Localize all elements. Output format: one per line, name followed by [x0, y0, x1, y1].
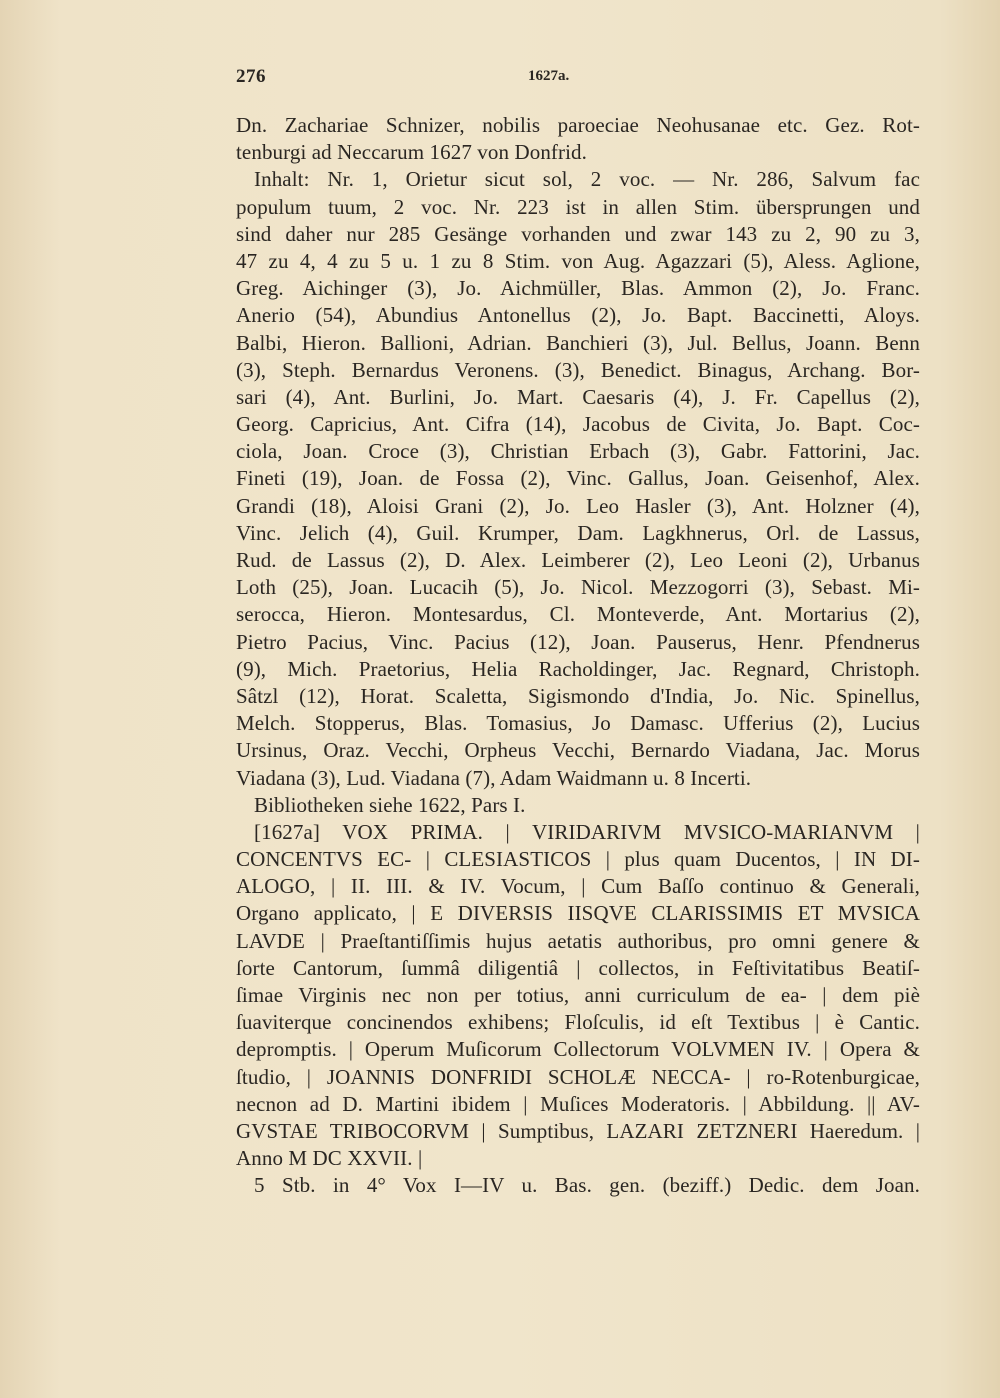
text-line: depromptis. | Operum Muſicorum Collectorum VOLVMEN IV. | Opera & — [236, 1037, 920, 1062]
text-line: ALOGO, | II. III. & IV. Vocum, | Cum Baſſo continuo & Generali, — [236, 874, 920, 899]
text-line: Fineti (19), Joan. de Fossa (2), Vinc. Gallus, Joan. Geisenhof, Alex. — [236, 466, 920, 491]
text-line: serocca, Hieron. Montesardus, Cl. Monteverde, Ant. Mortarius (2), — [236, 602, 920, 627]
text-line: 5 Stb. in 4° Vox I—IV u. Bas. gen. (beziff.) Dedic. dem Joan. — [254, 1173, 920, 1198]
text-line: Melch. Stopperus, Blas. Tomasius, Jo Damasc. Ufferius (2), Lucius — [236, 711, 920, 736]
text-line: sind daher nur 285 Gesänge vorhanden und zwar 143 zu 2, 90 zu 3, — [236, 221, 920, 246]
text-line: GVSTAE TRIBOCORVM | Sumptibus, LAZARI ZETZNERI Haeredum. | — [236, 1118, 920, 1143]
text-line: (3), Steph. Bernardus Veronens. (3), Benedict. Binagus, Archang. Bor- — [236, 357, 920, 382]
text-line: ſuaviterque concinendos exhibens; Floſculis, id eſt Textibus | è Cantic. — [236, 1010, 920, 1035]
text-line: Organo applicato, | E DIVERSIS IISQVE CLARISSIMIS ET MVSICA — [236, 901, 920, 926]
text-line: Sâtzl (12), Horat. Scaletta, Sigismondo d'India, Jo. Nic. Spinellus, — [236, 683, 920, 708]
text-line: ſorte Cantorum, ſummâ diligentiâ | collectos, in Feſtivitatibus Beatiſ- — [236, 955, 920, 980]
text-line: Loth (25), Joan. Lucacih (5), Jo. Nicol. Mezzogorri (3), Sebast. Mi- — [236, 575, 920, 600]
running-head: 1627a. — [528, 68, 570, 84]
text-line: sari (4), Ant. Burlini, Jo. Mart. Caesaris (4), J. Fr. Capellus (2), — [236, 384, 920, 409]
page-number: 276 — [236, 66, 266, 87]
text-line: Grandi (18), Aloisi Grani (2), Jo. Leo Hasler (3), Ant. Holzner (4), — [236, 493, 920, 518]
body-text — [236, 112, 920, 1200]
text-line: Balbi, Hieron. Ballioni, Adrian. Banchieri (3), Jul. Bellus, Joann. Benn — [236, 330, 920, 355]
page-header — [236, 66, 920, 96]
text-line: Rud. de Lassus (2), D. Alex. Leimberer (2), Leo Leoni (2), Urbanus — [236, 548, 920, 572]
text-line: ſimae Virginis nec non per totius, anni curriculum de ea- | dem piè — [236, 983, 920, 1007]
text-line: Bibliotheken siehe 1622, Pars I. — [254, 792, 526, 817]
text-line: ſtudio, | JOANNIS DONFRIDI SCHOLÆ NECCA- | ro-Rotenburgicae, — [236, 1064, 920, 1089]
text-line: ciola, Joan. Croce (3), Christian Erbach (3), Gabr. Fattorini, Jac. — [236, 439, 920, 464]
text-line: tenburgi ad Neccarum 1627 von Donfrid. — [236, 140, 587, 165]
text-line: LAVDE | Praeſtantiſſimis hujus aetatis authoribus, pro omni genere & — [236, 928, 920, 953]
text-line: Greg. Aichinger (3), Jo. Aichmüller, Blas. Ammon (2), Jo. Franc. — [236, 276, 920, 301]
text-line: (9), Mich. Praetorius, Helia Racholdinger, Jac. Regnard, Christoph. — [236, 656, 920, 681]
text-line: Pietro Pacius, Vinc. Pacius (12), Joan. Pauserus, Henr. Pfendnerus — [236, 629, 920, 654]
text-line: Georg. Capricius, Ant. Cifra (14), Jacobus de Civita, Jo. Bapt. Coc- — [236, 412, 920, 437]
text-line: [1627a] VOX PRIMA. | VIRIDARIVM MVSICO-MARIANVM | — [254, 819, 920, 844]
text-line: populum tuum, 2 voc. Nr. 223 ist in allen Stim. übersprungen und — [236, 194, 920, 219]
text-line: Viadana (3), Lud. Viadana (7), Adam Waidmann u. 8 Incerti. — [236, 765, 752, 790]
text-line: Vinc. Jelich (4), Guil. Krumper, Dam. Lagkhnerus, Orl. de Lassus, — [236, 520, 920, 545]
text-line: Anerio (54), Abundius Antonellus (2), Jo. Bapt. Baccinetti, Aloys. — [236, 303, 920, 328]
text-line: necnon ad D. Martini ibidem | Muſices Moderatoris. | Abbildung. || AV- — [236, 1091, 920, 1116]
text-line: Anno M DC XXVII. | — [236, 1146, 423, 1171]
text-line: Dn. Zachariae Schnizer, nobilis paroeciae Neohusanae etc. Gez. Rot- — [236, 113, 920, 137]
text-line: Inhalt: Nr. 1, Orietur sicut sol, 2 voc. — Nr. 286, Salvum fac — [254, 167, 920, 192]
text-line: CONCENTVS EC- | CLESIASTICOS | plus quam Ducentos, | IN DI- — [236, 847, 920, 872]
text-line: Ursinus, Oraz. Vecchi, Orpheus Vecchi, Bernardo Viadana, Jac. Morus — [236, 738, 920, 763]
text-line: 47 zu 4, 4 zu 5 u. 1 zu 8 Stim. von Aug. Agazzari (5), Aless. Aglione, — [236, 248, 920, 273]
